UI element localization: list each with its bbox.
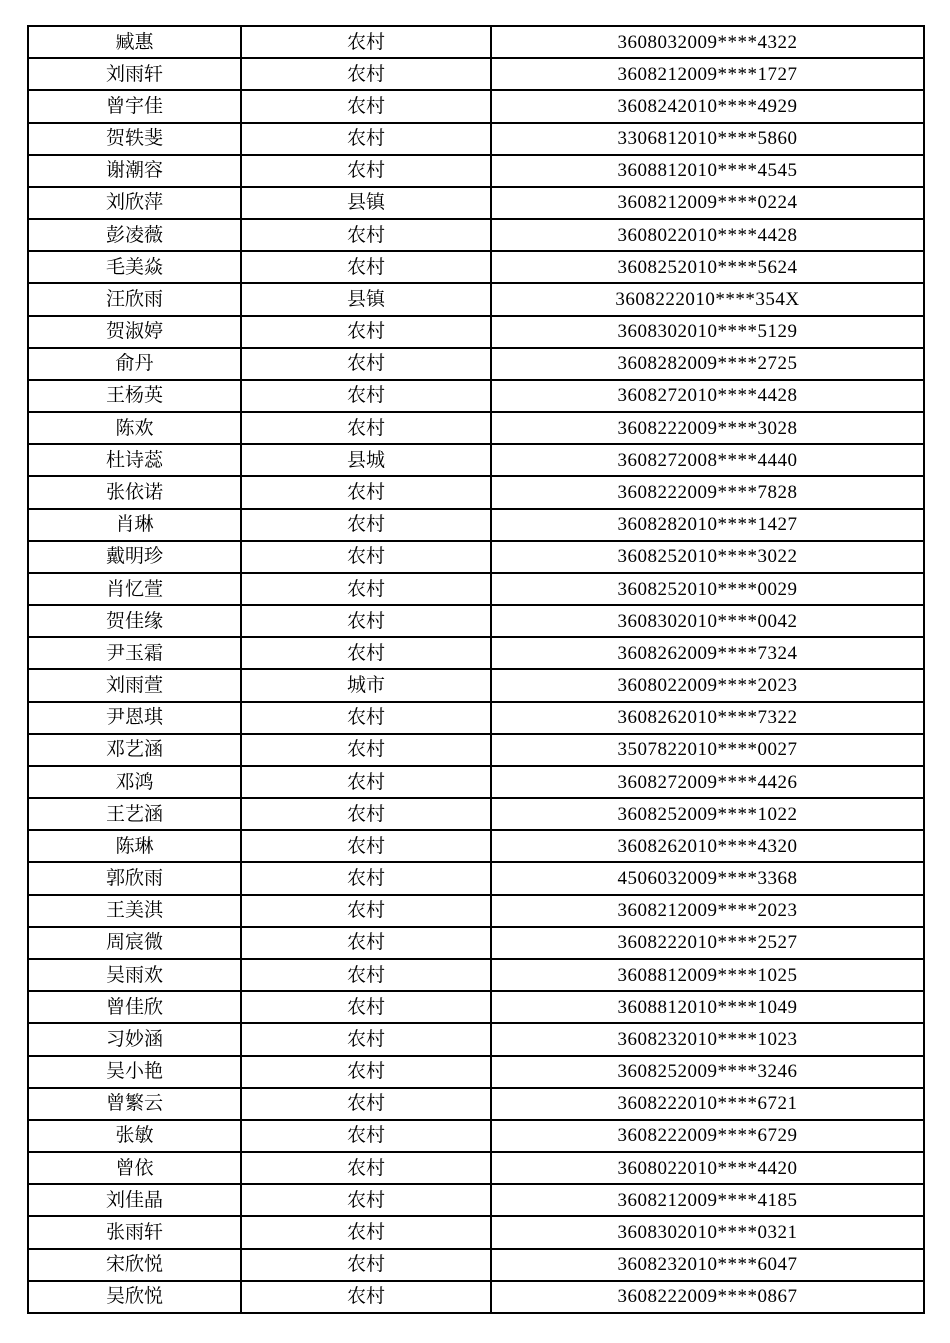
table-row	[28, 1120, 924, 1152]
name-cell: 吴欣悦	[28, 1281, 241, 1313]
id-number-cell: 3608812009****1025	[491, 959, 924, 991]
table-row	[28, 219, 924, 251]
residence-cell: 农村	[241, 734, 491, 766]
residence-cell: 农村	[241, 1088, 491, 1120]
name-cell: 杜诗蕊	[28, 444, 241, 476]
table-row	[28, 605, 924, 637]
id-number-cell: 3608282010****1427	[491, 509, 924, 541]
residence-cell: 农村	[241, 637, 491, 669]
table-row	[28, 90, 924, 122]
id-number-cell: 3608282009****2725	[491, 348, 924, 380]
id-number-cell: 3608272009****4426	[491, 766, 924, 798]
id-number-cell: 3608232010****1023	[491, 1023, 924, 1055]
id-number-cell: 3608222010****2527	[491, 927, 924, 959]
name-cell: 刘雨轩	[28, 58, 241, 90]
name-cell: 王艺涵	[28, 798, 241, 830]
name-cell: 习妙涵	[28, 1023, 241, 1055]
name-cell: 宋欣悦	[28, 1249, 241, 1281]
residence-cell: 农村	[241, 573, 491, 605]
name-cell: 张依诺	[28, 476, 241, 508]
table-body	[28, 26, 924, 1313]
table-row	[28, 798, 924, 830]
residence-cell: 农村	[241, 605, 491, 637]
name-cell: 郭欣雨	[28, 862, 241, 894]
id-number-cell: 3608252010****3022	[491, 541, 924, 573]
table-row	[28, 187, 924, 219]
name-cell: 陈欢	[28, 412, 241, 444]
name-cell: 刘欣萍	[28, 187, 241, 219]
id-number-cell: 3608252010****5624	[491, 251, 924, 283]
id-number-cell: 3608812010****4545	[491, 155, 924, 187]
residence-cell: 农村	[241, 895, 491, 927]
name-cell: 肖忆萱	[28, 573, 241, 605]
residence-cell: 农村	[241, 1056, 491, 1088]
table-row	[28, 1056, 924, 1088]
table-row	[28, 927, 924, 959]
name-cell: 毛美焱	[28, 251, 241, 283]
table-row	[28, 283, 924, 315]
name-cell: 尹玉霜	[28, 637, 241, 669]
residence-cell: 农村	[241, 1152, 491, 1184]
table-row	[28, 412, 924, 444]
residence-cell: 农村	[241, 509, 491, 541]
residence-cell: 农村	[241, 380, 491, 412]
id-number-cell: 3608302010****5129	[491, 316, 924, 348]
table-row	[28, 123, 924, 155]
id-number-cell: 3507822010****0027	[491, 734, 924, 766]
table-row	[28, 251, 924, 283]
table-row	[28, 1281, 924, 1313]
table-row	[28, 766, 924, 798]
id-number-cell: 3608252010****0029	[491, 573, 924, 605]
name-cell: 陈琳	[28, 830, 241, 862]
table-row	[28, 541, 924, 573]
table-row	[28, 1152, 924, 1184]
residence-cell: 城市	[241, 669, 491, 701]
name-cell: 邓艺涵	[28, 734, 241, 766]
id-number-cell: 3608222009****7828	[491, 476, 924, 508]
residence-cell: 农村	[241, 1184, 491, 1216]
name-cell: 吴雨欢	[28, 959, 241, 991]
name-cell: 刘佳晶	[28, 1184, 241, 1216]
residence-cell: 农村	[241, 1281, 491, 1313]
table-row	[28, 862, 924, 894]
id-number-cell: 3608212009****4185	[491, 1184, 924, 1216]
residence-cell: 农村	[241, 830, 491, 862]
residence-cell: 农村	[241, 541, 491, 573]
id-number-cell: 3608262010****4320	[491, 830, 924, 862]
id-number-cell: 3608032009****4322	[491, 26, 924, 58]
residence-cell: 农村	[241, 927, 491, 959]
residence-cell: 农村	[241, 862, 491, 894]
id-number-cell: 3608212009****2023	[491, 895, 924, 927]
table-row	[28, 509, 924, 541]
id-number-cell: 3608262010****7322	[491, 702, 924, 734]
id-number-cell: 3608252009****1022	[491, 798, 924, 830]
name-cell: 臧惠	[28, 26, 241, 58]
table-row	[28, 702, 924, 734]
student-roster-table	[27, 25, 925, 1314]
id-number-cell: 3608222010****354X	[491, 283, 924, 315]
id-number-cell: 3608302010****0321	[491, 1216, 924, 1248]
name-cell: 曾宇佳	[28, 90, 241, 122]
id-number-cell: 3608812010****1049	[491, 991, 924, 1023]
id-number-cell: 3608262009****7324	[491, 637, 924, 669]
residence-cell: 农村	[241, 1216, 491, 1248]
table-row	[28, 895, 924, 927]
name-cell: 曾繁云	[28, 1088, 241, 1120]
residence-cell: 农村	[241, 476, 491, 508]
residence-cell: 农村	[241, 1023, 491, 1055]
id-number-cell: 3608272010****4428	[491, 380, 924, 412]
id-number-cell: 3608222009****0867	[491, 1281, 924, 1313]
residence-cell: 农村	[241, 90, 491, 122]
residence-cell: 县镇	[241, 187, 491, 219]
residence-cell: 农村	[241, 251, 491, 283]
table-row	[28, 959, 924, 991]
table-row	[28, 1023, 924, 1055]
residence-cell: 农村	[241, 798, 491, 830]
name-cell: 贺淑婷	[28, 316, 241, 348]
name-cell: 汪欣雨	[28, 283, 241, 315]
table-row	[28, 991, 924, 1023]
name-cell: 张雨轩	[28, 1216, 241, 1248]
id-number-cell: 3608212009****0224	[491, 187, 924, 219]
name-cell: 周宸微	[28, 927, 241, 959]
name-cell: 刘雨萱	[28, 669, 241, 701]
id-number-cell: 3306812010****5860	[491, 123, 924, 155]
id-number-cell: 3608222009****3028	[491, 412, 924, 444]
table-row	[28, 669, 924, 701]
id-number-cell: 3608212009****1727	[491, 58, 924, 90]
name-cell: 王美淇	[28, 895, 241, 927]
id-number-cell: 3608222009****6729	[491, 1120, 924, 1152]
name-cell: 吴小艳	[28, 1056, 241, 1088]
residence-cell: 农村	[241, 991, 491, 1023]
name-cell: 曾佳欣	[28, 991, 241, 1023]
table-row	[28, 1088, 924, 1120]
residence-cell: 农村	[241, 412, 491, 444]
residence-cell: 农村	[241, 58, 491, 90]
table-row	[28, 26, 924, 58]
residence-cell: 农村	[241, 219, 491, 251]
residence-cell: 农村	[241, 348, 491, 380]
name-cell: 尹恩琪	[28, 702, 241, 734]
residence-cell: 农村	[241, 1249, 491, 1281]
name-cell: 张敏	[28, 1120, 241, 1152]
table-row	[28, 155, 924, 187]
id-number-cell: 3608022010****4420	[491, 1152, 924, 1184]
residence-cell: 县城	[241, 444, 491, 476]
table-row	[28, 573, 924, 605]
id-number-cell: 3608242010****4929	[491, 90, 924, 122]
table-row	[28, 316, 924, 348]
residence-cell: 农村	[241, 123, 491, 155]
name-cell: 彭凌薇	[28, 219, 241, 251]
name-cell: 邓鸿	[28, 766, 241, 798]
table-row	[28, 348, 924, 380]
id-number-cell: 3608222010****6721	[491, 1088, 924, 1120]
name-cell: 谢潮容	[28, 155, 241, 187]
id-number-cell: 3608232010****6047	[491, 1249, 924, 1281]
residence-cell: 农村	[241, 1120, 491, 1152]
name-cell: 贺佳缘	[28, 605, 241, 637]
id-number-cell: 3608272008****4440	[491, 444, 924, 476]
residence-cell: 农村	[241, 155, 491, 187]
name-cell: 贺轶斐	[28, 123, 241, 155]
table-row	[28, 476, 924, 508]
residence-cell: 农村	[241, 26, 491, 58]
name-cell: 王杨英	[28, 380, 241, 412]
id-number-cell: 4506032009****3368	[491, 862, 924, 894]
id-number-cell: 3608302010****0042	[491, 605, 924, 637]
table-row	[28, 1184, 924, 1216]
id-number-cell: 3608252009****3246	[491, 1056, 924, 1088]
table-row	[28, 830, 924, 862]
table-row	[28, 637, 924, 669]
table-row	[28, 1216, 924, 1248]
residence-cell: 农村	[241, 766, 491, 798]
table-row	[28, 444, 924, 476]
residence-cell: 农村	[241, 702, 491, 734]
table-row	[28, 380, 924, 412]
residence-cell: 农村	[241, 959, 491, 991]
name-cell: 俞丹	[28, 348, 241, 380]
name-cell: 戴明珍	[28, 541, 241, 573]
id-number-cell: 3608022010****4428	[491, 219, 924, 251]
residence-cell: 农村	[241, 316, 491, 348]
name-cell: 肖琳	[28, 509, 241, 541]
table-row	[28, 58, 924, 90]
residence-cell: 县镇	[241, 283, 491, 315]
table-row	[28, 734, 924, 766]
name-cell: 曾依	[28, 1152, 241, 1184]
table-row	[28, 1249, 924, 1281]
id-number-cell: 3608022009****2023	[491, 669, 924, 701]
